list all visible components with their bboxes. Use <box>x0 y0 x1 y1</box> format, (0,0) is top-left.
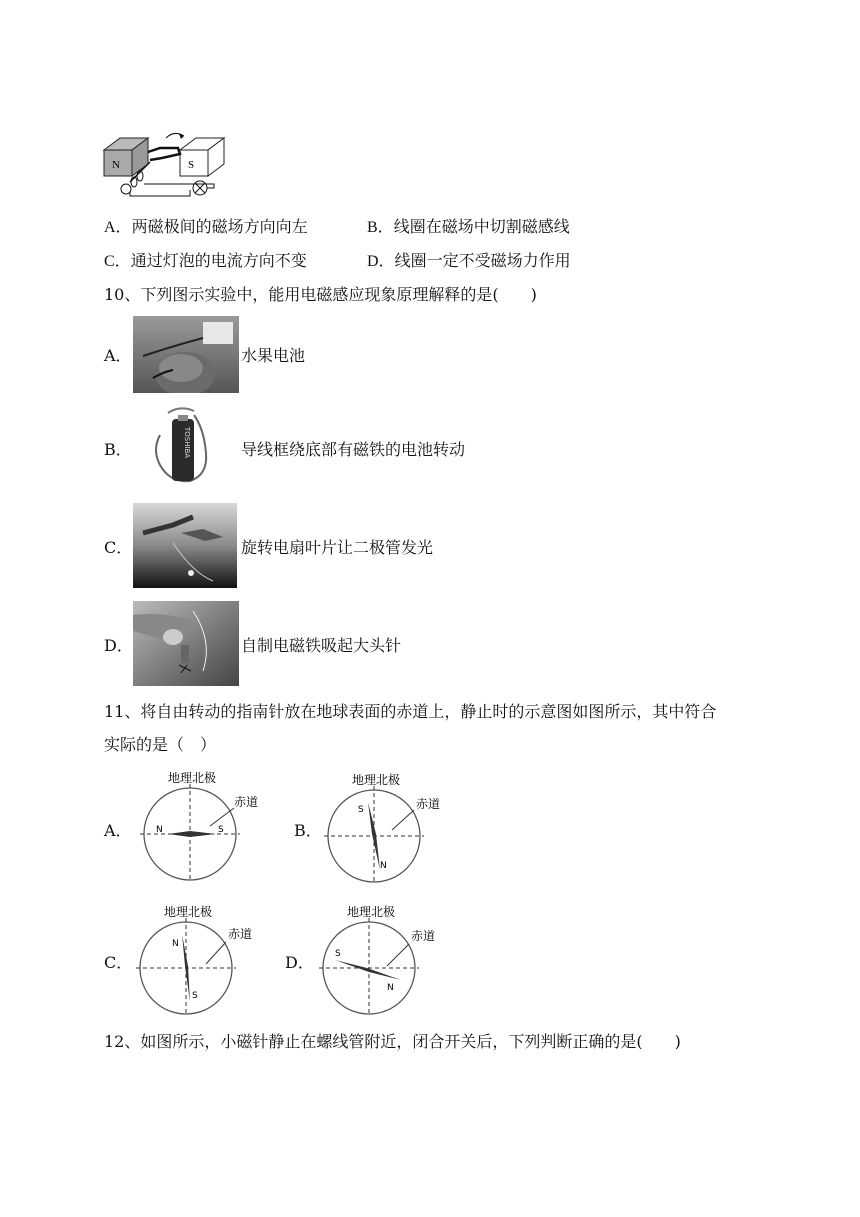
q11-compass-c <box>134 902 264 1020</box>
north-pole-label: 地理北极 <box>352 773 401 787</box>
q9-option-d[interactable] <box>367 251 571 272</box>
q10-battery-motor-photo <box>150 405 212 490</box>
q10-option-a-letter[interactable]: A． <box>104 346 132 365</box>
q9-option-c[interactable] <box>104 251 307 272</box>
q10-option-b-text: 导线框绕底部有磁铁的电池转动 <box>241 440 466 459</box>
option-text: 通过灯泡的电流方向不变 <box>130 251 307 270</box>
needle-label: N <box>387 983 394 993</box>
north-pole-label: 地理北极 <box>164 905 213 919</box>
equator-label: 赤道 <box>416 797 441 811</box>
q11-option-c-letter[interactable]: C． <box>104 953 133 972</box>
q11-option-d-letter[interactable]: D． <box>285 953 314 972</box>
option-text: 线圈一定不受磁场力作用 <box>394 251 571 270</box>
q10-electromagnet-photo <box>133 601 239 686</box>
needle-label: S <box>335 949 341 959</box>
equator-label: 赤道 <box>411 929 436 943</box>
q11-compass-a <box>138 768 268 886</box>
q10-option-c-text: 旋转电扇叶片让二极管发光 <box>241 538 434 557</box>
needle-label: S <box>192 991 198 1001</box>
needle-label: S <box>358 805 364 815</box>
equator-label: 赤道 <box>228 927 253 941</box>
q10-option-b-letter[interactable]: B． <box>104 440 132 459</box>
q10-option-d-letter[interactable]: D． <box>104 636 133 655</box>
q10-option-a-text: 水果电池 <box>241 346 306 365</box>
option-letter: D． <box>367 253 395 270</box>
q10-fan-diode-photo <box>133 503 237 588</box>
magnet-n-label: N <box>112 159 120 171</box>
q11-option-a-letter[interactable]: A． <box>104 821 132 840</box>
needle-label: N <box>156 825 163 835</box>
q11-stem-line2: 实际的是（ ） <box>104 735 217 754</box>
q10-stem: 10、下列图示实验中，能用电磁感应现象原理解释的是( ) <box>104 285 537 304</box>
q12-stem: 12、如图所示，小磁针静止在螺线管附近，闭合开关后，下列判断正确的是( ) <box>104 1032 681 1051</box>
needle-label: N <box>172 939 179 949</box>
q11-compass-d <box>317 902 447 1020</box>
equator-label: 赤道 <box>234 795 259 809</box>
north-pole-label: 地理北极 <box>347 905 396 919</box>
q9-option-b[interactable] <box>367 217 570 238</box>
option-text: 线圈在磁场中切割磁感线 <box>393 217 570 236</box>
q10-fruit-battery-photo <box>133 316 239 393</box>
option-letter: A． <box>104 219 132 236</box>
option-letter: C． <box>104 253 131 270</box>
q9-generator-figure <box>100 126 230 202</box>
option-letter: B． <box>367 219 394 236</box>
q10-option-c-letter[interactable]: C． <box>104 538 133 557</box>
needle-label: S <box>218 825 224 835</box>
magnet-s-label: S <box>188 159 195 171</box>
q11-compass-b <box>322 770 452 888</box>
battery-brand-text: TOSHIBA <box>183 427 191 459</box>
q11-stem-line1: 11、将自由转动的指南针放在地球表面的赤道上，静止时的示意图如图所示，其中符合 <box>104 702 717 721</box>
q10-option-d-text: 自制电磁铁吸起大头针 <box>241 636 402 655</box>
needle-label: N <box>380 861 387 871</box>
q9-option-a[interactable] <box>104 217 308 238</box>
q11-option-b-letter[interactable]: B． <box>294 821 322 840</box>
north-pole-label: 地理北极 <box>168 771 217 785</box>
option-text: 两磁极间的磁场方向向左 <box>131 217 308 236</box>
